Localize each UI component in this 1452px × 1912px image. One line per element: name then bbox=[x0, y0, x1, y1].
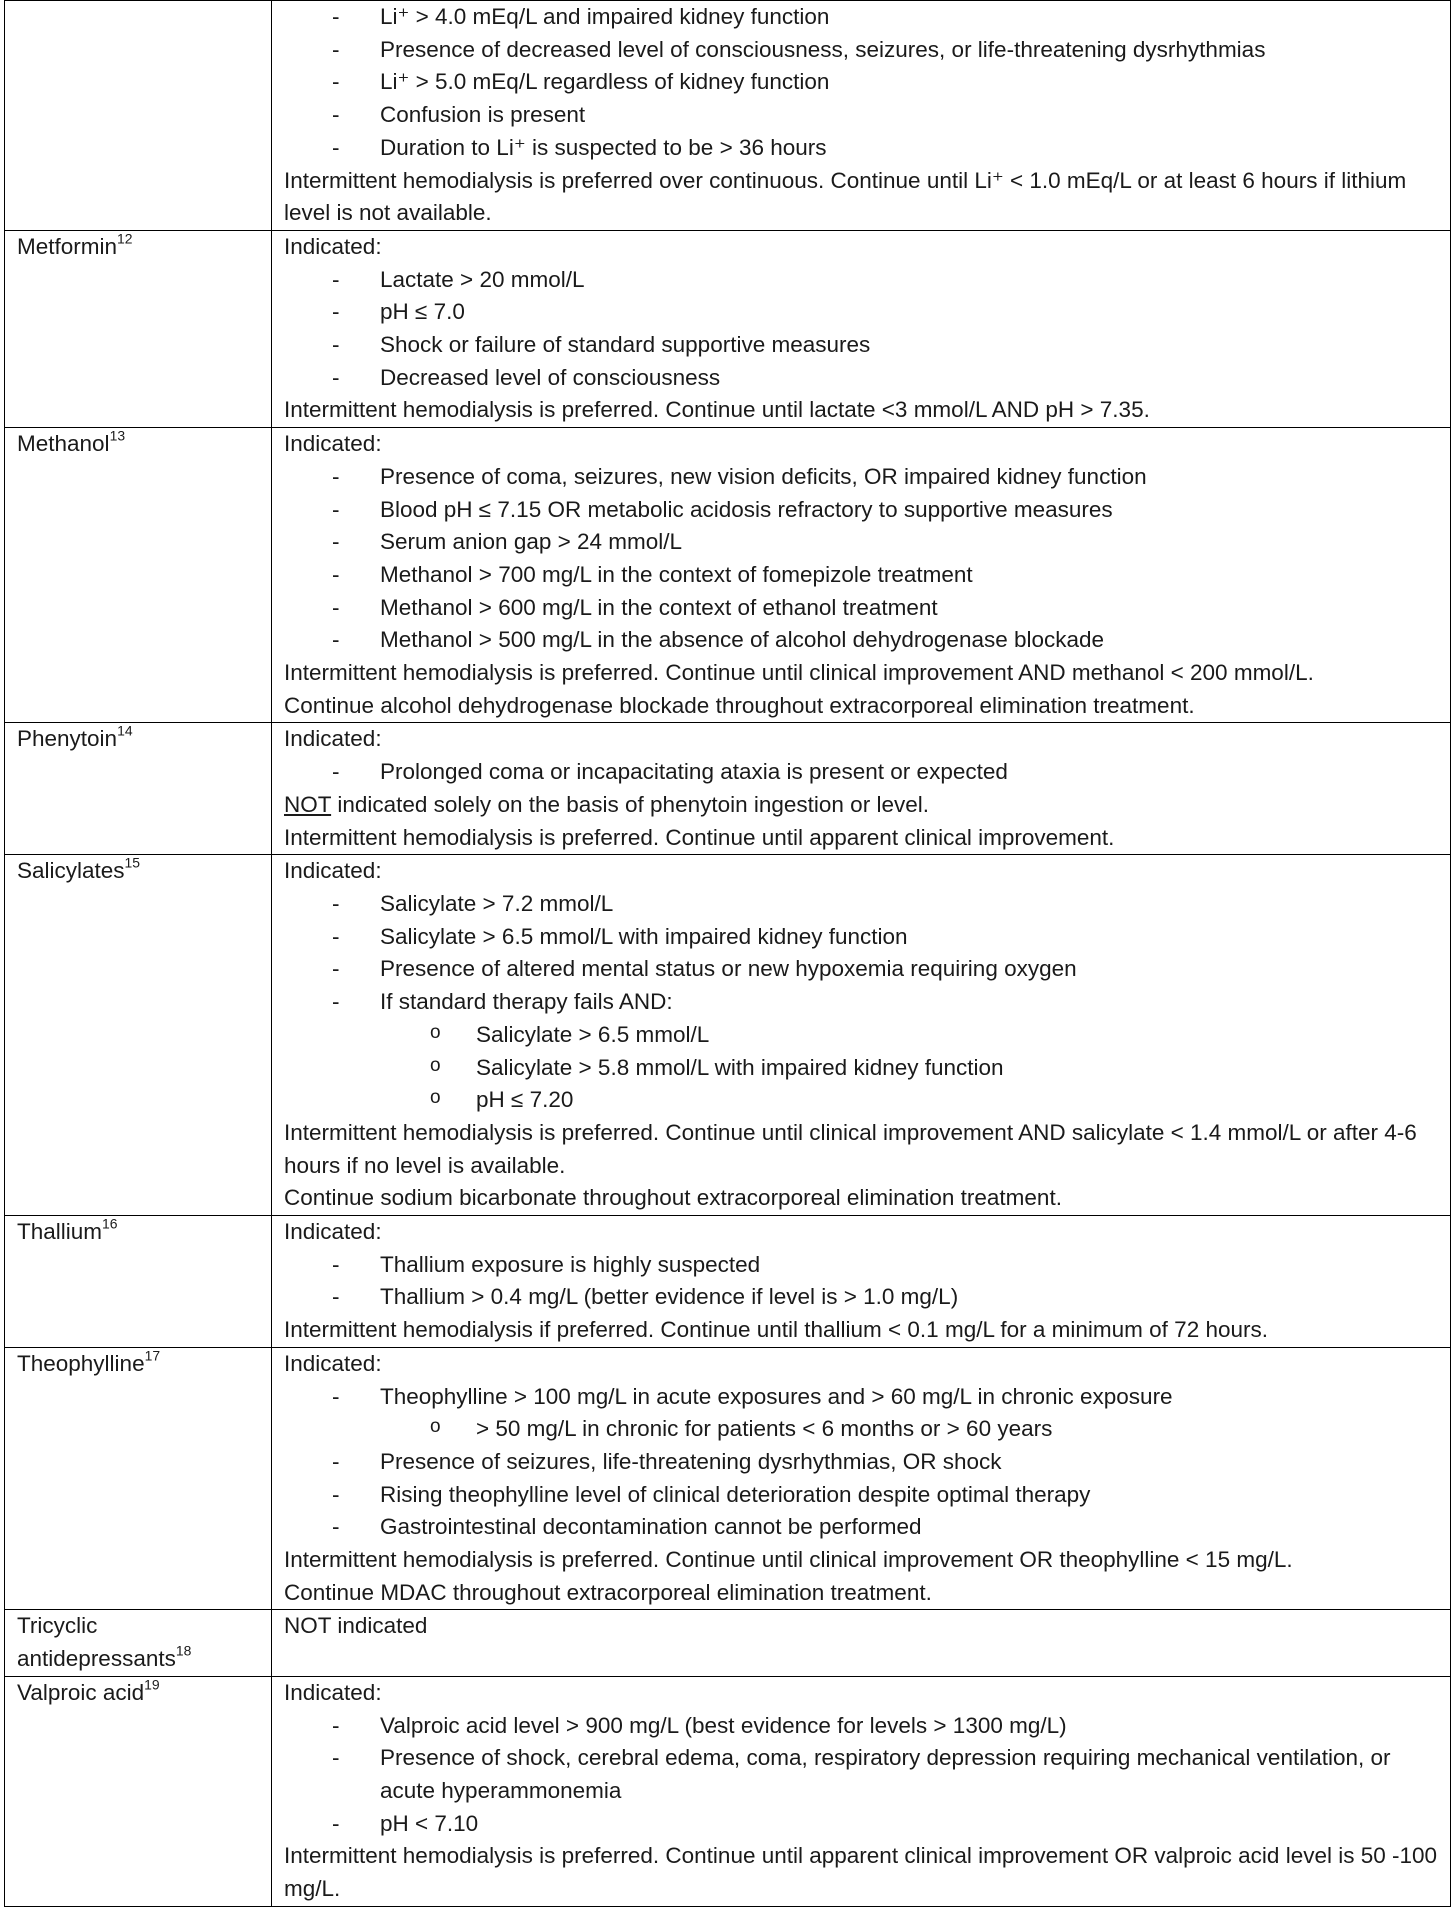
treatment-note: Intermittent hemodialysis is preferred. Continue until apparent clinical improvement OR valproic acid level is 50 -100 mg/L. bbox=[284, 1843, 1438, 1902]
recommendation-cell-thallium bbox=[272, 1216, 1451, 1348]
table-row-phenytoin bbox=[5, 723, 1451, 855]
criterion-item: - If standard therapy fails AND: bbox=[284, 986, 1440, 1019]
drug-name: Valproic acid bbox=[17, 1679, 145, 1705]
reference-number: 12 bbox=[117, 230, 133, 247]
indication-label: Indicated: bbox=[284, 1350, 382, 1376]
drug-name: Theophylline bbox=[17, 1350, 145, 1376]
drug-name: Phenytoin bbox=[17, 726, 118, 752]
treatment-note: Continue MDAC throughout extracorporeal elimination treatment. bbox=[284, 1579, 932, 1605]
drug-cell-theophylline bbox=[5, 1347, 272, 1610]
indication-label: Indicated: bbox=[284, 858, 382, 884]
criterion-item: - Prolonged coma or incapacitating ataxia is present or expected bbox=[284, 756, 1440, 789]
reference-number: 18 bbox=[175, 1642, 192, 1659]
sub-criterion-item: o Salicylate > 5.8 mmol/L with impaired kidney function bbox=[284, 1052, 1440, 1085]
drug-cell-phenytoin bbox=[5, 723, 272, 855]
criterion-item: - Thallium > 0.4 mg/L (better evidence if level is > 1.0 mg/L) bbox=[284, 1281, 1440, 1314]
criterion-item: - Presence of seizures, life-threatening dysrhythmias, OR shock bbox=[284, 1446, 1440, 1479]
indication-label: Indicated: bbox=[284, 233, 382, 259]
criterion-item: - Presence of shock, cerebral edema, coma, respiratory depression requiring mechanical ventilation, or acute hyperammonemia bbox=[284, 1742, 1440, 1807]
treatment-note: Intermittent hemodialysis if preferred. Continue until thallium < 0.1 mg/L for a minimum of 72 hours. bbox=[284, 1317, 1268, 1343]
criterion-item: - Thallium exposure is highly suspected bbox=[284, 1249, 1440, 1282]
criterion-item: - Presence of altered mental status or new hypoxemia requiring oxygen bbox=[284, 953, 1440, 986]
reference-number: 15 bbox=[124, 854, 141, 871]
criterion-item: - Methanol > 500 mg/L in the absence of alcohol dehydrogenase blockade bbox=[284, 624, 1440, 657]
indication-label: Indicated: bbox=[284, 726, 382, 752]
reference-number: 14 bbox=[117, 723, 133, 740]
recommendation-cell-valproic-acid bbox=[272, 1676, 1451, 1906]
criterion-item: - Theophylline > 100 mg/L in acute exposures and > 60 mg/L in chronic exposure bbox=[284, 1381, 1440, 1414]
table-row-lithium bbox=[5, 1, 1451, 231]
recommendation-cell-salicylates bbox=[272, 855, 1451, 1216]
criterion-item: - pH ≤ 7.0 bbox=[284, 296, 1440, 329]
criterion-item: - Lactate > 20 mmol/L bbox=[284, 264, 1440, 297]
treatment-note: Intermittent hemodialysis is preferred. Continue until clinical improvement AND salicylate < 1.4 mmol/L or after 4-6 hours if no level is available. bbox=[284, 1119, 1417, 1178]
table-row-metformin bbox=[5, 230, 1451, 427]
indication-label: NOT indicated bbox=[284, 1613, 428, 1639]
drug-name: Methanol bbox=[17, 431, 110, 457]
treatment-note: Intermittent hemodialysis is preferred. Continue until clinical improvement OR theophylline < 15 mg/L. bbox=[284, 1547, 1293, 1573]
treatment-note: Continue sodium bicarbonate throughout extracorporeal elimination treatment. bbox=[284, 1185, 1062, 1211]
recommendation-cell-methanol bbox=[272, 428, 1451, 723]
table-row-tricyclic-antidepressants bbox=[5, 1610, 1451, 1676]
recommendation-cell-theophylline bbox=[272, 1347, 1451, 1610]
criterion-item: - Serum anion gap > 24 mmol/L bbox=[284, 526, 1440, 559]
criterion-item: - Blood pH ≤ 7.15 OR metabolic acidosis refractory to supportive measures bbox=[284, 494, 1440, 527]
criterion-item: - Salicylate > 7.2 mmol/L bbox=[284, 888, 1440, 921]
reference-number: 16 bbox=[102, 1215, 118, 1232]
treatment-note: Intermittent hemodialysis is preferred over continuous. Continue until Li⁺ < 1.0 mEq/L or at least 6 hours if lithium level is not available. bbox=[284, 167, 1407, 226]
indication-label: Indicated: bbox=[284, 1219, 382, 1245]
drug-name: Thallium bbox=[17, 1219, 103, 1245]
reference-number: 19 bbox=[144, 1676, 160, 1693]
drug-cell-salicylates bbox=[5, 855, 272, 1216]
not-indicated-note bbox=[284, 789, 1440, 822]
indication-label: Indicated: bbox=[284, 1679, 382, 1705]
indication-label: Indicated: bbox=[284, 431, 382, 457]
criterion-item: - Li⁺ > 5.0 mEq/L regardless of kidney function bbox=[284, 66, 1440, 99]
sub-criterion-item: o Salicylate > 6.5 mmol/L bbox=[284, 1019, 1440, 1052]
drug-name: Salicylates bbox=[17, 858, 125, 884]
table-row-thallium bbox=[5, 1216, 1451, 1348]
criterion-item: - Methanol > 700 mg/L in the context of fomepizole treatment bbox=[284, 559, 1440, 592]
criterion-item: - Presence of decreased level of consciousness, seizures, or life-threatening dysrhythmias bbox=[284, 34, 1440, 67]
criterion-item: - Presence of coma, seizures, new vision deficits, OR impaired kidney function bbox=[284, 461, 1440, 494]
table-row-theophylline bbox=[5, 1347, 1451, 1610]
sub-criterion-item: o > 50 mg/L in chronic for patients < 6 months or > 60 years bbox=[284, 1413, 1440, 1446]
criterion-item: - Confusion is present bbox=[284, 99, 1440, 132]
treatment-note: Continue alcohol dehydrogenase blockade throughout extracorporeal elimination treatment. bbox=[284, 692, 1195, 718]
criterion-item: - Valproic acid level > 900 mg/L (best evidence for levels > 1300 mg/L) bbox=[284, 1710, 1440, 1743]
treatment-note: Intermittent hemodialysis is preferred. Continue until clinical improvement AND methanol < 200 mmol/L. bbox=[284, 660, 1314, 686]
drug-cell-tricyclic-antidepressants bbox=[5, 1610, 272, 1676]
drug-name-line: Tricyclic bbox=[17, 1613, 98, 1639]
recommendations-table bbox=[4, 0, 1451, 1907]
recommendation-cell-metformin bbox=[272, 230, 1451, 427]
treatment-note: Intermittent hemodialysis is preferred. Continue until lactate <3 mmol/L AND pH > 7.35. bbox=[284, 397, 1150, 423]
criterion-item: - Methanol > 600 mg/L in the context of ethanol treatment bbox=[284, 592, 1440, 625]
criterion-item: - pH < 7.10 bbox=[284, 1808, 1440, 1841]
not-emphasis: NOT bbox=[284, 791, 332, 817]
reference-number: 17 bbox=[144, 1347, 161, 1364]
table-row-salicylates bbox=[5, 855, 1451, 1216]
table-row-valproic-acid bbox=[5, 1676, 1451, 1906]
criterion-item: - Rising theophylline level of clinical deterioration despite optimal therapy bbox=[284, 1479, 1440, 1512]
criterion-item: - Li⁺ > 4.0 mEq/L and impaired kidney function bbox=[284, 1, 1440, 34]
drug-name: antidepressants bbox=[17, 1646, 176, 1672]
not-indicated-text: indicated solely on the basis of phenytoin ingestion or level. bbox=[331, 791, 929, 817]
drug-cell-thallium bbox=[5, 1216, 272, 1348]
recommendation-cell-phenytoin bbox=[272, 723, 1451, 855]
drug-cell-methanol bbox=[5, 428, 272, 723]
criterion-item: - Shock or failure of standard supportive measures bbox=[284, 329, 1440, 362]
criterion-item: - Decreased level of consciousness bbox=[284, 362, 1440, 395]
criterion-item: - Salicylate > 6.5 mmol/L with impaired kidney function bbox=[284, 921, 1440, 954]
reference-number: 13 bbox=[109, 427, 126, 444]
drug-cell-lithium bbox=[5, 1, 272, 231]
table-row-methanol bbox=[5, 428, 1451, 723]
drug-name-line-2 bbox=[17, 1643, 261, 1676]
sub-criterion-item: o pH ≤ 7.20 bbox=[284, 1084, 1440, 1117]
drug-name: Metformin bbox=[17, 233, 118, 259]
drug-cell-metformin bbox=[5, 230, 272, 427]
drug-cell-valproic-acid bbox=[5, 1676, 272, 1906]
treatment-note: Intermittent hemodialysis is preferred. Continue until apparent clinical improvement. bbox=[284, 824, 1115, 850]
recommendation-cell-lithium bbox=[272, 1, 1451, 231]
recommendation-cell-tricyclic-antidepressants bbox=[272, 1610, 1451, 1676]
criterion-item: - Duration to Li⁺ is suspected to be > 36 hours bbox=[284, 132, 1440, 165]
criterion-item: - Gastrointestinal decontamination cannot be performed bbox=[284, 1511, 1440, 1544]
